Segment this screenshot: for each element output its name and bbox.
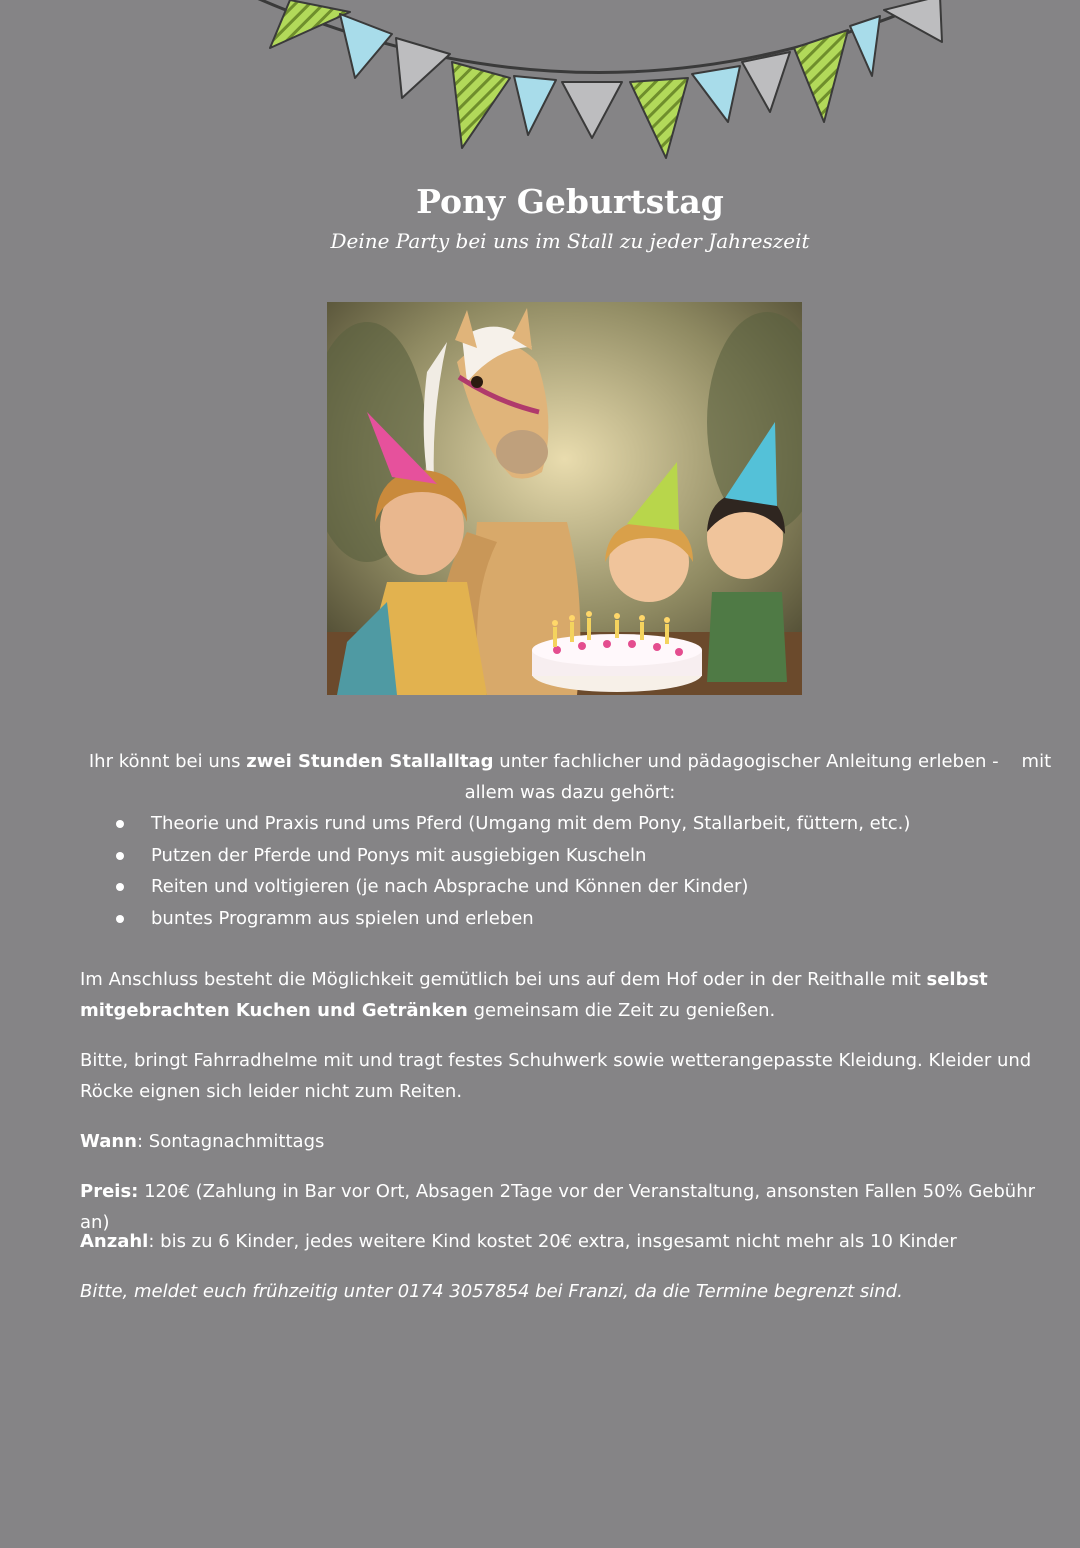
list-item: buntes Programm aus spielen und erleben [112,903,910,935]
price-line: Preis: 120€ (Zahlung in Bar vor Ort, Absagen 2Tage vor der Veranstaltung, ansonsten Fallen 50% Gebühr an) [80,1181,1036,1233]
activities-list [112,808,910,934]
intro-text: Ihr könnt bei uns zwei Stunden Stallalltag unter fachlicher und pädagogischer Anleitung erleben - mit allem was dazu gehört: [88,751,1052,803]
bullet-icon [116,820,124,828]
page-title: Pony Geburtstag [416,182,724,221]
list-item: Reiten und voltigieren (je nach Absprache und Können der Kinder) [112,871,910,903]
pony-birthday-illustration [327,302,802,695]
count-line: Anzahl: bis zu 6 Kinder, jedes weitere Kind kostet 20€ extra, insgesamt nicht mehr als 10 Kinder [80,1231,957,1252]
bullet-icon [116,852,124,860]
page-subtitle: Deine Party bei uns im Stall zu jeder Jahreszeit [330,229,810,253]
bullet-icon [116,915,124,923]
list-item: Theorie und Praxis rund ums Pferd (Umgang mit dem Pony, Stallarbeit, füttern, etc.) [112,808,910,840]
bullet-icon [116,883,124,891]
clothing-paragraph: Bitte, bringt Fahrradhelme mit und tragt festes Schuhwerk sowie wetterangepasste Kleidung. Kleider und Röcke eignen sich leider nicht zum Reiten. [80,1050,1032,1102]
afterwards-paragraph: Im Anschluss besteht die Möglichkeit gemütlich bei uns auf dem Hof oder in der Reithalle mit selbst mitgebrachten Kuchen und Getränken gemeinsam die Zeit zu genießen. [80,969,988,1021]
bunting-garland [0,0,1080,170]
list-item: Putzen der Pferde und Ponys mit ausgiebigen Kuscheln [112,840,910,872]
when-line: Wann: Sontagnachmittags [80,1131,325,1152]
contact-line: Bitte, meldet euch frühzeitig unter 0174 3057854 bei Franzi, da die Termine begrenzt sind. [80,1281,903,1302]
